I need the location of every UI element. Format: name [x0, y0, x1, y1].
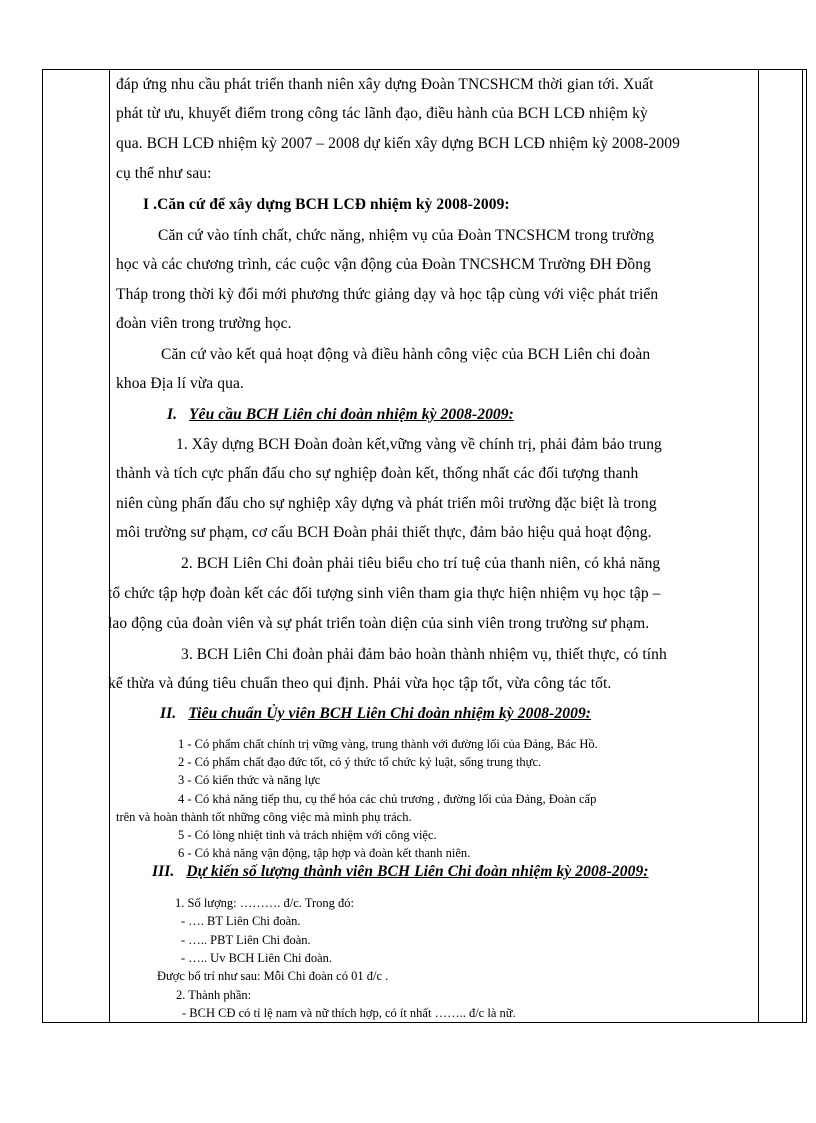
- intro-line-2: phát từ ưu, khuyết điểm trong công tác lãnh đạo, điều hành của BCH LCĐ nhiệm kỳ: [116, 105, 648, 122]
- quantity-line-6: 2. Thành phần:: [176, 988, 252, 1002]
- criterion-4-line-1: 4 - Có khả năng tiếp thu, cụ thể hóa các chủ trương , đường lối của Đảng, Đoàn cấp: [178, 792, 597, 806]
- requirement-1-line-4: môi trường sư phạm, cơ cấu BCH Đoàn phải thiết thực, đảm bảo hiệu quả hoạt động.: [116, 524, 652, 541]
- requirement-3-line-1: 3. BCH Liên Chi đoàn phải đảm bảo hoàn thành nhiệm vụ, thiết thực, có tính: [181, 646, 667, 663]
- requirement-2-line-1: 2. BCH Liên Chi đoàn phải tiêu biểu cho trí tuệ của thanh niên, có khả năng: [181, 555, 661, 572]
- basis-2-line-2: khoa Địa lí vừa qua.: [116, 375, 244, 392]
- quantity-line-4: - ….. Uv BCH Liên Chi đoàn.: [181, 951, 333, 965]
- section-criteria-number: II.: [160, 705, 177, 722]
- section-criteria-heading: [160, 705, 591, 723]
- section-requirements-heading: [167, 406, 514, 424]
- requirement-3-line-2: kế thừa và đúng tiêu chuẩn theo qui định. Phải vừa học tập tốt, vừa công tác tốt.: [108, 675, 612, 692]
- requirement-2-line-3: lao động của đoàn viên và sự phát triển toàn diện của sinh viên trong trường sư phạm.: [108, 615, 650, 632]
- criterion-4-line-2: trên và hoàn thành tốt những công việc mà mình phụ trách.: [116, 810, 412, 824]
- basis-1-line-4: đoàn viên trong trường học.: [116, 315, 292, 332]
- column-divider-left: [109, 70, 110, 1022]
- requirement-1-line-3: niên cùng phấn đấu cho sự nghiệp xây dựng và phát triển môi trường đặc biệt là trong: [116, 495, 657, 512]
- criterion-3: 3 - Có kiến thức và năng lực: [178, 773, 321, 787]
- quantity-line-2: - …. BT Liên Chi đoàn.: [181, 914, 301, 928]
- column-divider-far-right: [802, 70, 803, 1022]
- section-requirements-title: Yêu cầu BCH Liên chi đoàn nhiệm kỳ 2008-2009:: [189, 406, 514, 423]
- quantity-line-5: Được bố trí như sau: Mỗi Chi đoàn có 01 đ/c .: [157, 969, 389, 983]
- criterion-6: 6 - Có khả năng vận động, tập hợp và đoàn kết thanh niên.: [178, 846, 471, 860]
- intro-line-1: đáp ứng nhu cầu phát triển thanh niên xây dựng Đoàn TNCSHCM thời gian tới. Xuất: [116, 76, 654, 93]
- basis-1-line-1: Căn cứ vào tính chất, chức năng, nhiệm vụ của Đoàn TNCSHCM trong trường: [158, 227, 655, 244]
- criterion-2: 2 - Có phẩm chất đạo đức tốt, có ý thức tổ chức kỷ luật, sống trung thực.: [178, 755, 542, 769]
- requirement-1-line-1: 1. Xây dựng BCH Đoàn đoàn kết,vững vàng về chính trị, phải đảm bảo trung: [176, 436, 662, 453]
- section-requirements-number: I.: [167, 406, 178, 423]
- quantity-line-1: 1. Số lượng: ………. đ/c. Trong đó:: [175, 896, 355, 910]
- section-quantity-title: Dự kiến số lượng thành viên BCH Liên Chi đoàn nhiệm kỳ 2008-2009:: [186, 863, 649, 880]
- basis-1-line-3: Tháp trong thời kỳ đổi mới phương thức giảng dạy và học tập cùng với việc phát triển: [116, 286, 659, 303]
- criterion-1: 1 - Có phẩm chất chính trị vững vàng, trung thành với đường lối của Đảng, Bác Hồ.: [178, 737, 598, 751]
- column-divider-right: [758, 70, 759, 1022]
- intro-line-4: cụ thể như sau:: [116, 165, 212, 182]
- basis-1-line-2: học và các chương trình, các cuộc vận động của Đoàn TNCSHCM Trường ĐH Đồng: [116, 256, 651, 273]
- section-criteria-title: Tiêu chuẩn Ủy viên BCH Liên Chi đoàn nhiệm kỳ 2008-2009:: [188, 705, 592, 722]
- section-quantity-number: III.: [152, 863, 175, 880]
- basis-2-line-1: Căn cứ vào kết quả hoạt động và điều hành công việc của BCH Liên chi đoàn: [161, 346, 651, 363]
- requirement-1-line-2: thành và tích cực phấn đấu cho sự nghiệp đoàn kết, thống nhất các đối tượng thanh: [116, 465, 639, 482]
- quantity-line-3: - ….. PBT Liên Chi đoàn.: [181, 933, 311, 947]
- quantity-line-7: - BCH CĐ có tỉ lệ nam và nữ thích hợp, có ít nhất …….. đ/c là nữ.: [182, 1006, 516, 1020]
- section-basis-heading: I .Căn cứ để xây dựng BCH LCĐ nhiệm kỳ 2008-2009:: [143, 196, 510, 213]
- requirement-2-line-2: tổ chức tập hợp đoàn kết các đối tượng sinh viên tham gia thực hiện nhiệm vụ học tập –: [108, 585, 661, 602]
- section-quantity-heading: [152, 863, 649, 881]
- intro-line-3: qua. BCH LCĐ nhiệm kỳ 2007 – 2008 dự kiến xây dựng BCH LCĐ nhiệm kỳ 2008-2009: [116, 135, 680, 152]
- criterion-5: 5 - Có lòng nhiệt tình và trách nhiệm với công việc.: [178, 828, 437, 842]
